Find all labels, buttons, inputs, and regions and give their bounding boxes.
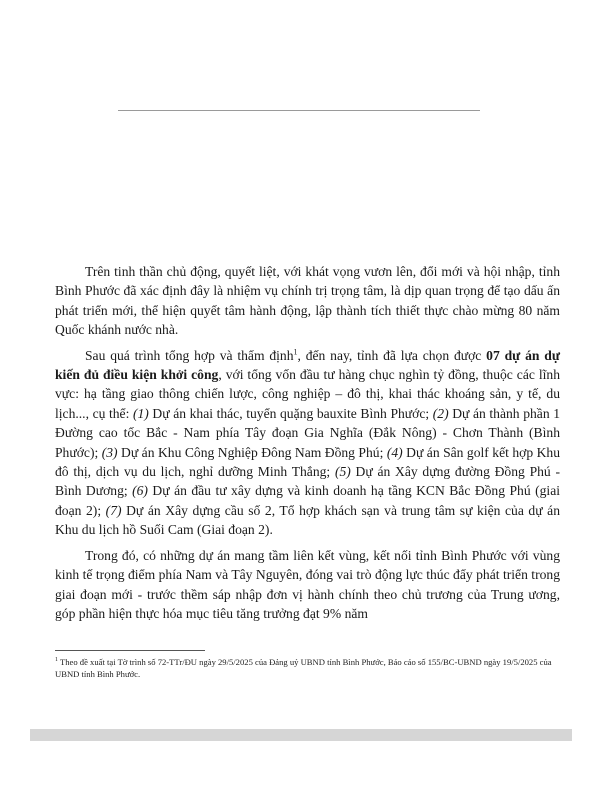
project-number-7: (7)	[105, 502, 122, 518]
paragraph-3: Trong đó, có những dự án mang tầm liên kết vùng, kết nối tỉnh Bình Phước với vùng kinh tế trọng điểm phía Nam và Tây Nguyên, đóng vai trò động lực thúc đẩy phát triển trong giai đoạn mới - trước thềm sáp nhập đơn vị hành chính theo chủ trương của Trung ương, góp phần hiện thực hóa mục tiêu tăng trưởng đạt 9% năm	[55, 547, 560, 621]
document-body	[55, 262, 560, 629]
project-item-4: Dự án Sân golf kết hợp Khu đô thị, dịch vụ du lịch, nghỉ dưỡng Minh Thắng;	[55, 444, 560, 480]
project-item-6: Dự án đầu tư xây dựng và kinh doanh hạ tầng KCN Bắc Đồng Phú (giai đoạn 2);	[55, 483, 561, 518]
footnote-reference[interactable]: 1	[293, 347, 298, 357]
project-number-2: (2)	[432, 405, 449, 421]
highlighted-project-count: 07 dự án dự kiến đủ điều kiện khởi công	[55, 347, 560, 383]
footnote-divider	[55, 650, 205, 651]
project-item-7: Dự án Xây dựng cầu số 2, Tổ hợp khách sạn và trung tâm sự kiện của dự án Khu du lịch hồ Suối Cam (Giai đoạn 2).	[55, 502, 560, 538]
paragraph-2-after-ref: , đến nay, tỉnh đã lựa chọn được	[297, 347, 487, 363]
footnote-number: 1	[55, 657, 58, 664]
project-item-3: Dự án Khu Công Nghiệp Đông Nam Đồng Phú;	[117, 444, 387, 460]
project-number-6: (6)	[132, 483, 148, 499]
project-number-5: (5)	[334, 464, 351, 480]
page-bottom-bar	[30, 729, 572, 741]
footnote-text: Theo đề xuất tại Tờ trình số 72-TTr/ĐU ngày 29/5/2025 của Đảng uỷ UBND tỉnh Bình Phước, Báo cáo số 155/BC-UBND ngày 19/5/2025 của UBND tỉnh Bình Phước.	[55, 657, 552, 679]
paragraph-2-after-bold: , với tổng vốn đầu tư hàng chục nghìn tỷ đồng, thuộc các lĩnh vực: hạ tầng giao thông chiến lược, công nghiệp – đô thị, khai thác khoáng sản, y tế, du lịch..., cụ thể:	[55, 367, 560, 421]
paragraph-2-intro: Sau quá trình tổng hợp và thẩm định	[85, 347, 294, 363]
paragraph-2	[55, 346, 560, 540]
project-item-2: Dự án thành phần 1 Đường cao tốc Bắc - Nam phía Tây đoạn Gia Nghĩa (Đắk Nông) - Chơn Thành (Bình Phước);	[55, 405, 561, 460]
footnote	[55, 656, 560, 680]
header-divider	[118, 110, 480, 111]
project-number-3: (3)	[101, 444, 118, 460]
project-item-1: Dự án khai thác, tuyển quặng bauxite Bình Phước;	[148, 405, 433, 421]
project-number-4: (4)	[386, 444, 403, 460]
project-number-1: (1)	[132, 405, 149, 421]
paragraph-1: Trên tinh thần chủ động, quyết liệt, với khát vọng vươn lên, đổi mới và hội nhập, tỉnh Bình Phước đã xác định đây là nhiệm vụ chính trị trọng tâm, là dịp quan trọng để tạo dấu ấn phát triển mới, thể hiện quyết tâm hành động, lập thành tích thiết thực chào mừng 80 năm Quốc khánh nước nhà.	[55, 264, 560, 338]
project-item-5: Dự án Xây dựng đường Đồng Phú - Bình Dương;	[55, 464, 560, 499]
